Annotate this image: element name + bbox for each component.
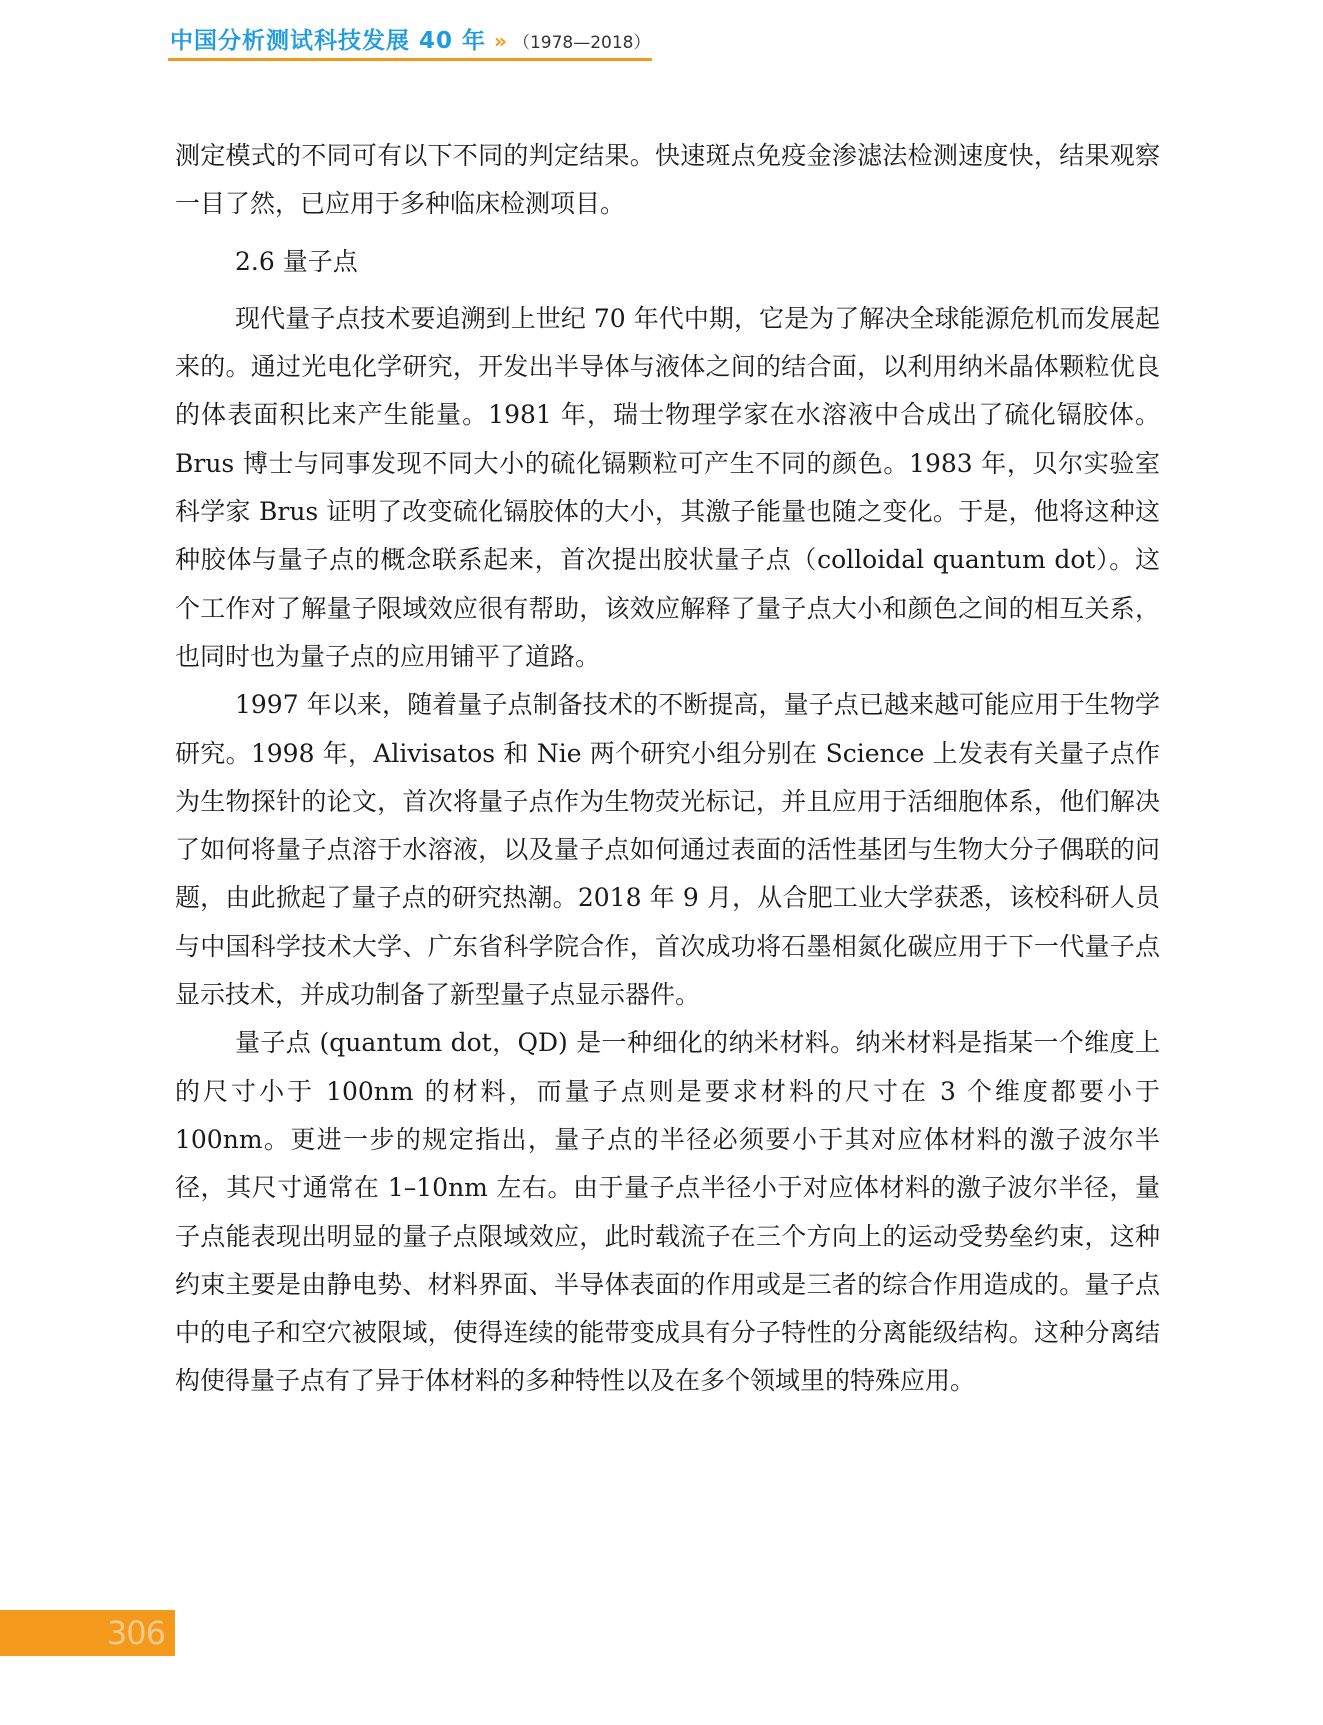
paragraph-history: 现代量子点技术要追溯到上世纪 70 年代中期，它是为了解决全球能源危机而发展起来的。通过光电化学研究，开发出半导体与液体之间的结合面，以利用纳米晶体颗粒优良的体表面积比来产生能量。1981 年，瑞士物理学家在水溶液中合成出了硫化镉胶体。Brus 博士与同事发现不同大小的硫化镉颗粒可产生不同的颜色。1983 年，贝尔实验室科学家 Brus 证明了改变硫化镉胶体的大小，其激子能量也随之变化。于是，他将这种这种胶体与量子点的概念联系起来，首次提出胶状量子点（colloidal quantum dot）。这个工作对了解量子限域效应很有帮助，该效应解释了量子点大小和颜色之间的相互关系，也同时也为量子点的应用铺平了道路。 — [175, 303, 1160, 671]
paragraph-biology: 1997 年以来，随着量子点制备技术的不断提高，量子点已越来越可能应用于生物学研究。1998 年，Alivisatos 和 Nie 两个研究小组分别在 Science 上发表有关量子点作为生物探针的论文，首次将量子点作为生物荧光标记，并且应用于活细胞体系，他们解决了如何将量子点溶于水溶液，以及量子点如何通过表面的活性基团与生物大分子偶联的问题，由此掀起了量子点的研究热潮。2018 年 9 月，从合肥工业大学获悉，该校科研人员与中国科学技术大学、广东省科学院合作，首次成功将石墨相氮化碳应用于下一代量子点显示技术，并成功制备了新型量子点显示器件。 — [175, 690, 1160, 1010]
book-title: 中国分析测试科技发展 40 年 — [170, 28, 487, 54]
intro-paragraph: 测定模式的不同可有以下不同的判定结果。快速斑点免疫金渗滤法检测速度快，结果观察一目了然，已应用于多种临床检测项目。 — [175, 141, 1160, 219]
header-divider — [168, 58, 652, 61]
page-number-tab — [0, 1610, 175, 1656]
double-chevron-icon: » — [494, 29, 507, 53]
page-body — [175, 132, 1160, 1406]
running-header — [170, 22, 650, 58]
section-heading: 2.6 量子点 — [235, 246, 358, 276]
paragraph-definition: 量子点 (quantum dot，QD) 是一种细化的纳米材料。纳米材料是指某一个维度上的尺寸小于 100nm 的材料，而量子点则是要求材料的尺寸在 3 个维度都要小于 100nm。更进一步的规定指出，量子点的半径必须要小于其对应体材料的激子波尔半径，其尺寸通常在 1–10nm 左右。由于量子点半径小于对应体材料的激子波尔半径，量子点能表现出明显的量子点限域效应，此时载流子在三个方向上的运动受势垒约束，这种约束主要是由静电势、材料界面、半导体表面的作用或是三者的综合作用造成的。量子点中的电子和空穴被限域，使得连续的能带变成具有分子特性的分离能级结构。这种分离结构使得量子点有了异于体材料的多种特性以及在多个领域里的特殊应用。 — [175, 1028, 1160, 1396]
page-number: 306 — [106, 1614, 165, 1652]
book-years: （1978—2018） — [512, 33, 651, 53]
